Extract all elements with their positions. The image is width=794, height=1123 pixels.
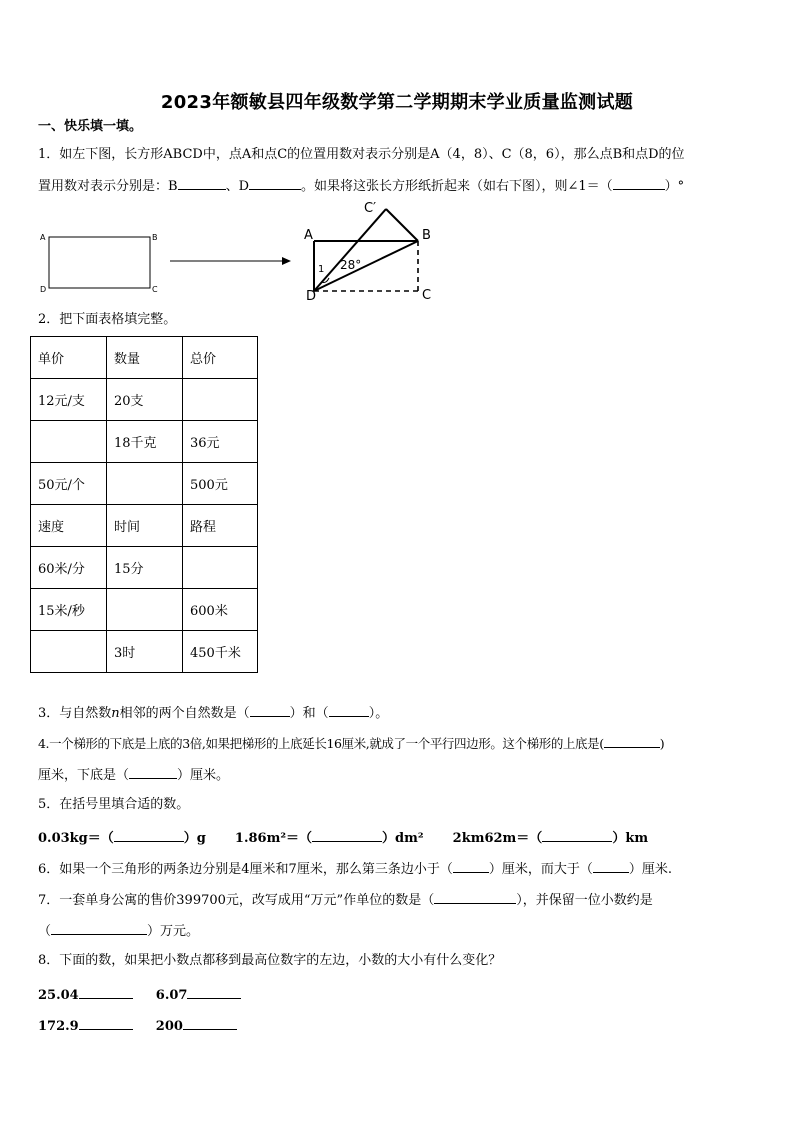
- fold-label-c: C: [422, 288, 432, 303]
- page-title: 2023年额敏县四年级数学第二学期期末学业质量监测试题: [160, 92, 634, 113]
- q5-text: 5．在括号里填合适的数。: [38, 797, 190, 812]
- table-cell: 总价: [183, 337, 258, 379]
- table-cell: 450千米: [183, 631, 258, 673]
- fold-label-c-prime: C′: [364, 201, 377, 216]
- table-cell: 18千克: [107, 421, 183, 463]
- section-heading: 一、快乐填一填。: [38, 119, 143, 134]
- label-d: D: [40, 285, 47, 294]
- fold-label-d: D: [306, 289, 317, 304]
- q8-row1: 25.04 6.07: [38, 985, 241, 1005]
- table-row: [31, 379, 258, 421]
- q7-blank-2[interactable]: [51, 921, 147, 935]
- q2-table: [30, 336, 258, 673]
- q8-blank-4[interactable]: [183, 1016, 237, 1030]
- table-cell: 15米/秒: [31, 589, 107, 631]
- label-b: B: [152, 233, 158, 242]
- table-cell: 路程: [183, 505, 258, 547]
- q8-blank-1[interactable]: [79, 985, 133, 999]
- q8-blank-3[interactable]: [79, 1016, 133, 1030]
- fold-label-a: A: [304, 228, 313, 243]
- table-blank-cell[interactable]: [107, 589, 183, 631]
- q4-line2: 厘米，下底是（ ）厘米。: [38, 765, 229, 785]
- table-blank-cell[interactable]: [183, 379, 258, 421]
- q8-text: 8．下面的数，如果把小数点都移到最高位数字的左边，小数的大小有什么变化？: [38, 953, 502, 968]
- table-row: [31, 337, 258, 379]
- q7-line2: （ ）万元。: [38, 921, 199, 941]
- table-blank-cell[interactable]: [183, 547, 258, 589]
- table-cell: 500元: [183, 463, 258, 505]
- q3-blank-2[interactable]: [329, 703, 369, 717]
- table-row: [31, 505, 258, 547]
- q8-row2: 172.9 200: [38, 1016, 237, 1036]
- rectangle-abcd-figure: [36, 228, 166, 298]
- q6-blank-1[interactable]: [453, 859, 489, 873]
- label-c: C: [152, 285, 158, 294]
- q2-text: 2．把下面表格填完整。: [38, 312, 177, 327]
- table-cell: 60米/分: [31, 547, 107, 589]
- q6-blank-2[interactable]: [593, 859, 629, 873]
- q3-blank-1[interactable]: [250, 703, 290, 717]
- table-cell: 12元/支: [31, 379, 107, 421]
- q5-blank-2[interactable]: [312, 828, 382, 842]
- q5-blank-1[interactable]: [114, 828, 184, 842]
- table-blank-cell[interactable]: [31, 421, 107, 463]
- table-blank-cell[interactable]: [107, 463, 183, 505]
- table-cell: 时间: [107, 505, 183, 547]
- table-cell: 36元: [183, 421, 258, 463]
- q7-blank-1[interactable]: [434, 890, 516, 904]
- q8-blank-2[interactable]: [187, 985, 241, 999]
- q1-blank-angle[interactable]: [613, 176, 665, 190]
- q4-blank-bottom[interactable]: [129, 765, 177, 779]
- q1-line2: 置用数对表示分别是：B 、D 。如果将这张长方形纸折起来（如右下图），则∠1＝（ ）°: [38, 176, 684, 196]
- table-row: [31, 463, 258, 505]
- table-cell: 数量: [107, 337, 183, 379]
- q7-line1: 7．一套单身公寓的售价399700元，改写成用“万元”作单位的数是（ ），并保留一位小数约是: [38, 890, 653, 910]
- q3-line: 3．与自然数n相邻的两个自然数是（ ）和（ ）。: [38, 703, 388, 723]
- q1-blank-b[interactable]: [178, 176, 226, 190]
- label-a: A: [40, 233, 46, 242]
- q1-blank-d[interactable]: [249, 176, 301, 190]
- q5-conversions: 0.03kg＝（ ）g 1.86m²＝（ ）dm² 2km62m＝（ ）km: [38, 828, 648, 848]
- q5-blank-3[interactable]: [542, 828, 612, 842]
- table-row: [31, 421, 258, 463]
- table-row: [31, 589, 258, 631]
- q1-line1: 1．如左下图，长方形ABCD中，点A和点C的位置用数对表示分别是A（4，8）、C（8，6），那么点B和点D的位: [38, 147, 685, 162]
- q4-line1: 4.一个梯形的下底是上底的3倍,如果把梯形的上底延长16厘米,就成了一个平行四边形。这个梯形的上底是( ): [38, 736, 665, 751]
- table-cell: 20支: [107, 379, 183, 421]
- table-cell: 15分: [107, 547, 183, 589]
- table-cell: 3时: [107, 631, 183, 673]
- angle-1-label: 1: [318, 264, 325, 275]
- table-row: [31, 547, 258, 589]
- q4-blank-top[interactable]: [604, 734, 660, 748]
- angle-28-label: 28°: [340, 258, 362, 272]
- table-cell: 50元/个: [31, 463, 107, 505]
- fold-label-b: B: [422, 228, 431, 243]
- table-cell: 600米: [183, 589, 258, 631]
- q6-line: 6．如果一个三角形的两条边分别是4厘米和7厘米，那么第三条边小于（ ）厘米，而大于（ ）厘米.: [38, 859, 672, 879]
- folded-rectangle-figure: [298, 198, 444, 306]
- table-row: [31, 631, 258, 673]
- arrow-icon: [168, 254, 294, 268]
- table-blank-cell[interactable]: [31, 631, 107, 673]
- table-cell: 速度: [31, 505, 107, 547]
- table-cell: 单价: [31, 337, 107, 379]
